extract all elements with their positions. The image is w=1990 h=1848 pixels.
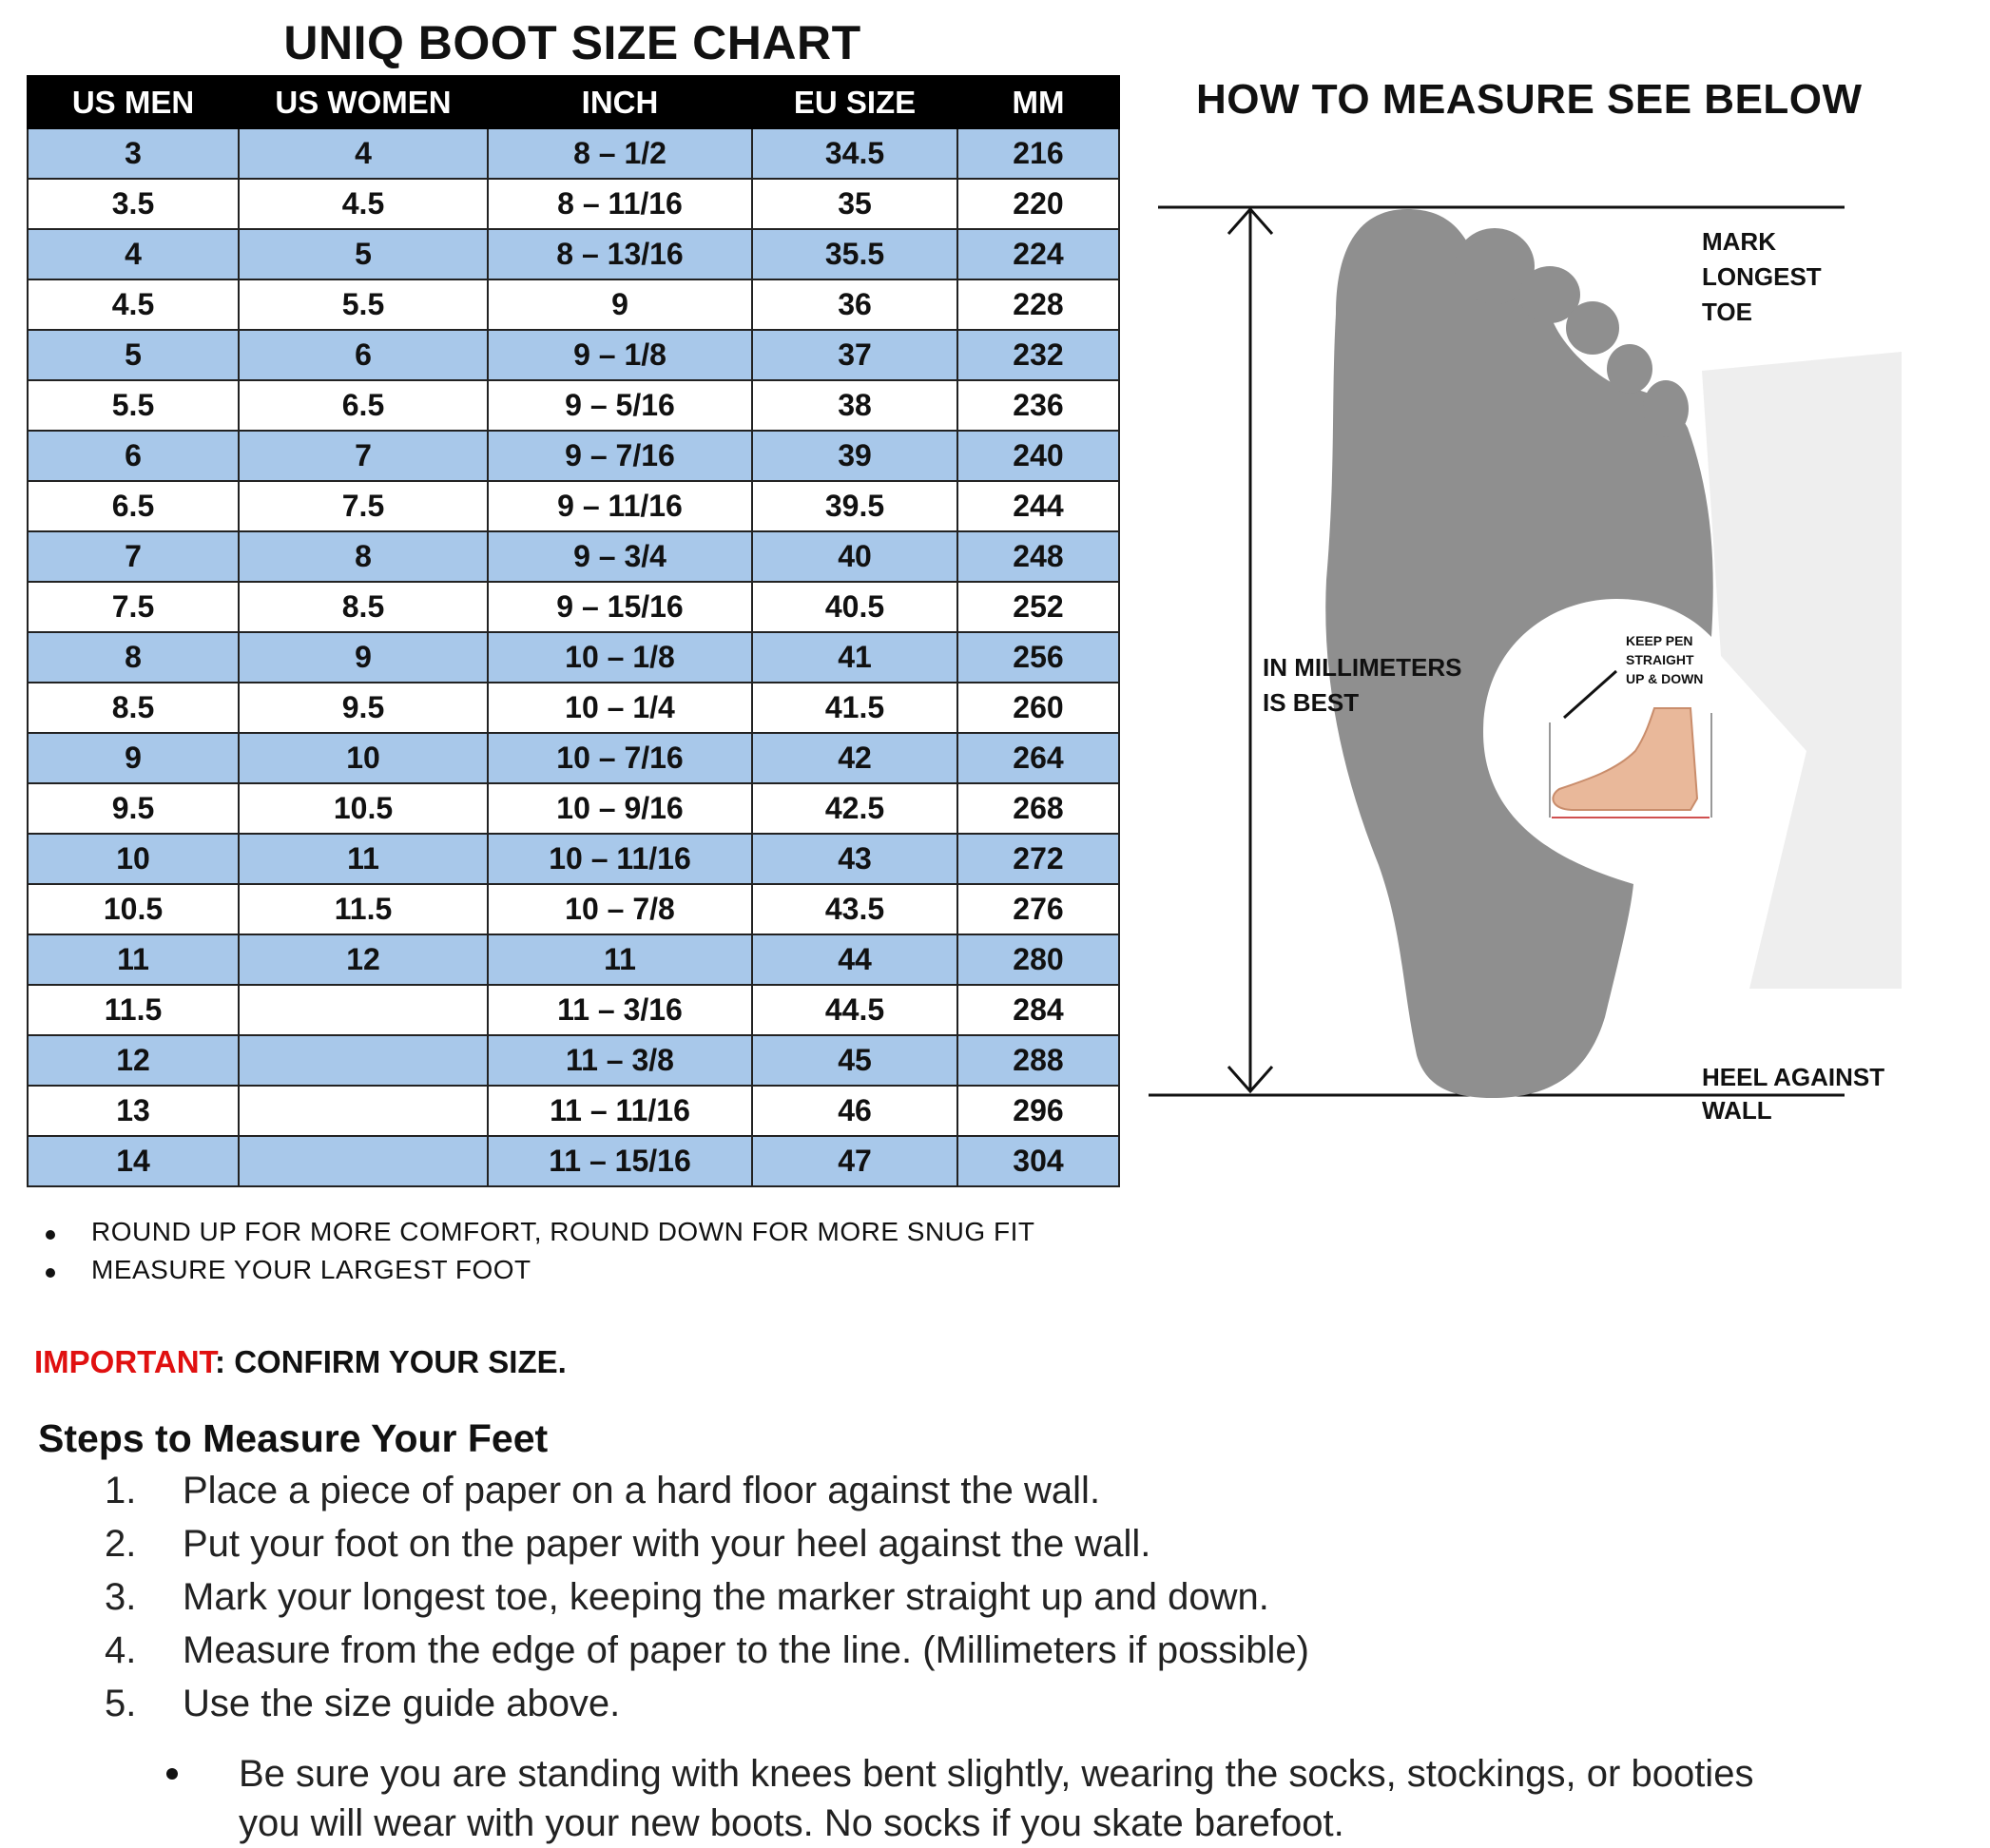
cell-us-men: 13 — [28, 1086, 239, 1136]
svg-text:KEEP PEN — [1626, 633, 1693, 648]
list-item — [105, 1570, 1309, 1624]
svg-text:LONGEST — [1702, 262, 1822, 291]
how-to-measure-heading: HOW TO MEASURE SEE BELOW — [1196, 76, 1863, 123]
cell-us-men: 9 — [28, 733, 239, 783]
cell-eu-size: 39 — [752, 431, 957, 481]
cell-us-women: 8.5 — [239, 582, 488, 632]
cell-mm: 216 — [957, 128, 1119, 179]
cell-mm: 284 — [957, 985, 1119, 1035]
cell-eu-size: 35 — [752, 179, 957, 229]
cell-us-women — [239, 1086, 488, 1136]
cell-us-women: 11 — [239, 834, 488, 884]
background-shape — [1702, 352, 1902, 989]
table-row — [28, 380, 1119, 431]
header-mm: MM — [957, 76, 1119, 128]
svg-text:HEEL AGAINST — [1702, 1063, 1884, 1091]
cell-us-men: 7.5 — [28, 582, 239, 632]
table-row — [28, 1136, 1119, 1186]
inset-foot-illustration — [1550, 671, 1711, 818]
cell-mm: 220 — [957, 179, 1119, 229]
cell-eu-size: 46 — [752, 1086, 957, 1136]
cell-eu-size: 42 — [752, 733, 957, 783]
cell-us-men: 12 — [28, 1035, 239, 1086]
cell-inch: 9 – 5/16 — [488, 380, 752, 431]
cell-mm: 244 — [957, 481, 1119, 531]
cell-mm: 236 — [957, 380, 1119, 431]
cell-us-women: 4 — [239, 128, 488, 179]
mark-label-line3: TOE — [1702, 298, 1752, 326]
table-row — [28, 683, 1119, 733]
size-chart-table — [27, 75, 1120, 1187]
cell-us-men: 8.5 — [28, 683, 239, 733]
mm-label-line1: IN MILLIMETERS — [1263, 653, 1462, 682]
cell-mm: 228 — [957, 279, 1119, 330]
pen-label-line2: STRAIGHT — [1626, 652, 1694, 667]
cell-inch: 10 – 7/8 — [488, 884, 752, 934]
measure-diagram — [1141, 181, 1921, 1131]
cell-us-men: 4.5 — [28, 279, 239, 330]
header-us-men: US MEN — [28, 76, 239, 128]
step-number: 2. — [105, 1523, 137, 1565]
table-row — [28, 279, 1119, 330]
cell-us-men: 11 — [28, 934, 239, 985]
table-row — [28, 431, 1119, 481]
cell-us-women: 5 — [239, 229, 488, 279]
cell-eu-size: 35.5 — [752, 229, 957, 279]
cell-mm: 296 — [957, 1086, 1119, 1136]
cell-us-women: 9.5 — [239, 683, 488, 733]
step-text: Use the size guide above. — [183, 1683, 621, 1724]
cell-inch: 10 – 7/16 — [488, 733, 752, 783]
svg-text:MARK — [1702, 227, 1776, 256]
cell-us-men: 9.5 — [28, 783, 239, 834]
cell-eu-size: 40 — [752, 531, 957, 582]
steps-title: Steps to Measure Your Feet — [38, 1416, 549, 1460]
mark-label-line2: LONGEST — [1702, 262, 1822, 291]
step-text: Mark your longest toe, keeping the marker straight up and down. — [183, 1576, 1269, 1618]
table-header-row — [28, 76, 1119, 128]
cell-eu-size: 41 — [752, 632, 957, 683]
cell-mm: 276 — [957, 884, 1119, 934]
table-row — [28, 733, 1119, 783]
cell-us-men: 3 — [28, 128, 239, 179]
cell-mm: 260 — [957, 683, 1119, 733]
cell-inch: 11 – 11/16 — [488, 1086, 752, 1136]
step-number: 1. — [105, 1470, 137, 1511]
cell-us-women: 10 — [239, 733, 488, 783]
cell-inch: 11 — [488, 934, 752, 985]
cell-inch: 9 – 11/16 — [488, 481, 752, 531]
cell-mm: 252 — [957, 582, 1119, 632]
table-row — [28, 1035, 1119, 1086]
cell-inch: 8 – 13/16 — [488, 229, 752, 279]
important-text: : CONFIRM YOUR SIZE. — [215, 1344, 567, 1379]
cell-mm: 256 — [957, 632, 1119, 683]
cell-us-women — [239, 1136, 488, 1186]
table-row — [28, 632, 1119, 683]
cell-inch: 9 – 7/16 — [488, 431, 752, 481]
cell-eu-size: 44 — [752, 934, 957, 985]
cell-mm: 224 — [957, 229, 1119, 279]
cell-us-men: 6 — [28, 431, 239, 481]
table-row — [28, 229, 1119, 279]
list-item: ROUND UP FOR MORE COMFORT, ROUND DOWN FOR MORE SNUG FIT — [38, 1217, 1034, 1255]
cell-us-women: 10.5 — [239, 783, 488, 834]
cell-mm: 268 — [957, 783, 1119, 834]
cell-us-women: 9 — [239, 632, 488, 683]
cell-eu-size: 36 — [752, 279, 957, 330]
cell-us-men: 14 — [28, 1136, 239, 1186]
header-us-women: US WOMEN — [239, 76, 488, 128]
svg-text:TOE — [1702, 298, 1752, 326]
heel-label-line2: WALL — [1702, 1096, 1772, 1125]
cell-eu-size: 45 — [752, 1035, 957, 1086]
step-text: Measure from the edge of paper to the line. (Millimeters if possible) — [183, 1629, 1309, 1671]
cell-us-men: 5.5 — [28, 380, 239, 431]
cell-us-men: 3.5 — [28, 179, 239, 229]
cell-us-men: 7 — [28, 531, 239, 582]
table-row — [28, 330, 1119, 380]
list-item — [105, 1464, 1309, 1517]
tips-list — [38, 1217, 1034, 1293]
cell-us-men: 8 — [28, 632, 239, 683]
bullet-icon — [166, 1768, 178, 1780]
cell-eu-size: 38 — [752, 380, 957, 431]
step-number: 4. — [105, 1629, 137, 1671]
cell-us-women: 12 — [239, 934, 488, 985]
mark-label-line1: MARK — [1702, 227, 1776, 256]
steps-list — [105, 1464, 1309, 1730]
cell-us-women — [239, 1035, 488, 1086]
cell-inch: 11 – 15/16 — [488, 1136, 752, 1186]
svg-text:IN MILLIMETERS — [1263, 653, 1461, 682]
cell-eu-size: 43 — [752, 834, 957, 884]
cell-mm: 264 — [957, 733, 1119, 783]
cell-inch: 9 – 3/4 — [488, 531, 752, 582]
list-item — [105, 1624, 1309, 1677]
cell-us-women: 8 — [239, 531, 488, 582]
cell-us-women: 7.5 — [239, 481, 488, 531]
table-row — [28, 884, 1119, 934]
header-eu-size: EU SIZE — [752, 76, 957, 128]
cell-inch: 11 – 3/16 — [488, 985, 752, 1035]
table-row — [28, 783, 1119, 834]
cell-us-men: 11.5 — [28, 985, 239, 1035]
cell-inch: 9 – 1/8 — [488, 330, 752, 380]
important-note — [34, 1344, 567, 1380]
table-row — [28, 481, 1119, 531]
cell-mm: 304 — [957, 1136, 1119, 1186]
table-row — [28, 128, 1119, 179]
cell-inch: 11 – 3/8 — [488, 1035, 752, 1086]
cell-eu-size: 47 — [752, 1136, 957, 1186]
cell-inch: 10 – 1/4 — [488, 683, 752, 733]
cell-us-men: 10.5 — [28, 884, 239, 934]
table-row — [28, 834, 1119, 884]
cell-mm: 240 — [957, 431, 1119, 481]
cell-us-women: 6.5 — [239, 380, 488, 431]
pen-label-line1: KEEP PEN — [1626, 633, 1693, 648]
cell-eu-size: 37 — [752, 330, 957, 380]
cell-us-men: 5 — [28, 330, 239, 380]
cell-us-women: 11.5 — [239, 884, 488, 934]
cell-inch: 10 – 9/16 — [488, 783, 752, 834]
cell-inch: 9 – 15/16 — [488, 582, 752, 632]
cell-inch: 9 — [488, 279, 752, 330]
cell-eu-size: 41.5 — [752, 683, 957, 733]
table-row — [28, 531, 1119, 582]
mm-label-line2: IS BEST — [1263, 688, 1360, 717]
cell-mm: 280 — [957, 934, 1119, 985]
important-label: IMPORTANT — [34, 1344, 216, 1379]
side-foot-icon — [1553, 708, 1697, 810]
cell-eu-size: 42.5 — [752, 783, 957, 834]
table-row — [28, 934, 1119, 985]
svg-text:STRAIGHT — [1626, 652, 1694, 667]
cell-eu-size: 43.5 — [752, 884, 957, 934]
cell-inch: 8 – 1/2 — [488, 128, 752, 179]
pen-label-line3: UP & DOWN — [1626, 671, 1704, 686]
cell-eu-size: 40.5 — [752, 582, 957, 632]
cell-us-men: 10 — [28, 834, 239, 884]
cell-us-women: 4.5 — [239, 179, 488, 229]
table-row — [28, 179, 1119, 229]
cell-inch: 10 – 11/16 — [488, 834, 752, 884]
cell-us-women: 5.5 — [239, 279, 488, 330]
cell-mm: 248 — [957, 531, 1119, 582]
list-item: MEASURE YOUR LARGEST FOOT — [38, 1255, 1034, 1293]
heel-label-line1: HEEL AGAINST — [1702, 1063, 1885, 1091]
cell-us-women: 7 — [239, 431, 488, 481]
table-row — [28, 985, 1119, 1035]
step-text: Place a piece of paper on a hard floor against the wall. — [183, 1470, 1101, 1511]
cell-us-men: 6.5 — [28, 481, 239, 531]
cell-us-women — [239, 985, 488, 1035]
cell-inch: 8 – 11/16 — [488, 179, 752, 229]
list-item — [105, 1677, 1309, 1730]
cell-eu-size: 44.5 — [752, 985, 957, 1035]
cell-eu-size: 34.5 — [752, 128, 957, 179]
svg-text:IS BEST — [1263, 688, 1359, 717]
step-number: 3. — [105, 1576, 137, 1618]
svg-text:UP & DOWN — [1626, 671, 1703, 686]
header-inch: INCH — [488, 76, 752, 128]
list-item — [105, 1517, 1309, 1570]
cell-inch: 10 – 1/8 — [488, 632, 752, 683]
table-row — [28, 1086, 1119, 1136]
cell-mm: 272 — [957, 834, 1119, 884]
cell-mm: 232 — [957, 330, 1119, 380]
step-number: 5. — [105, 1683, 137, 1724]
table-row — [28, 582, 1119, 632]
socks-note-text: Be sure you are standing with knees bent slightly, wearing the socks, stockings, or booties you will wear with your new boots. No socks if you skate barefoot. — [239, 1753, 1754, 1844]
pen-icon — [1564, 671, 1616, 718]
step-text: Put your foot on the paper with your heel against the wall. — [183, 1523, 1151, 1565]
chart-title: UNIQ BOOT SIZE CHART — [283, 16, 861, 69]
svg-text:WALL — [1702, 1096, 1772, 1125]
cell-mm: 288 — [957, 1035, 1119, 1086]
cell-us-women: 6 — [239, 330, 488, 380]
cell-eu-size: 39.5 — [752, 481, 957, 531]
cell-us-men: 4 — [28, 229, 239, 279]
